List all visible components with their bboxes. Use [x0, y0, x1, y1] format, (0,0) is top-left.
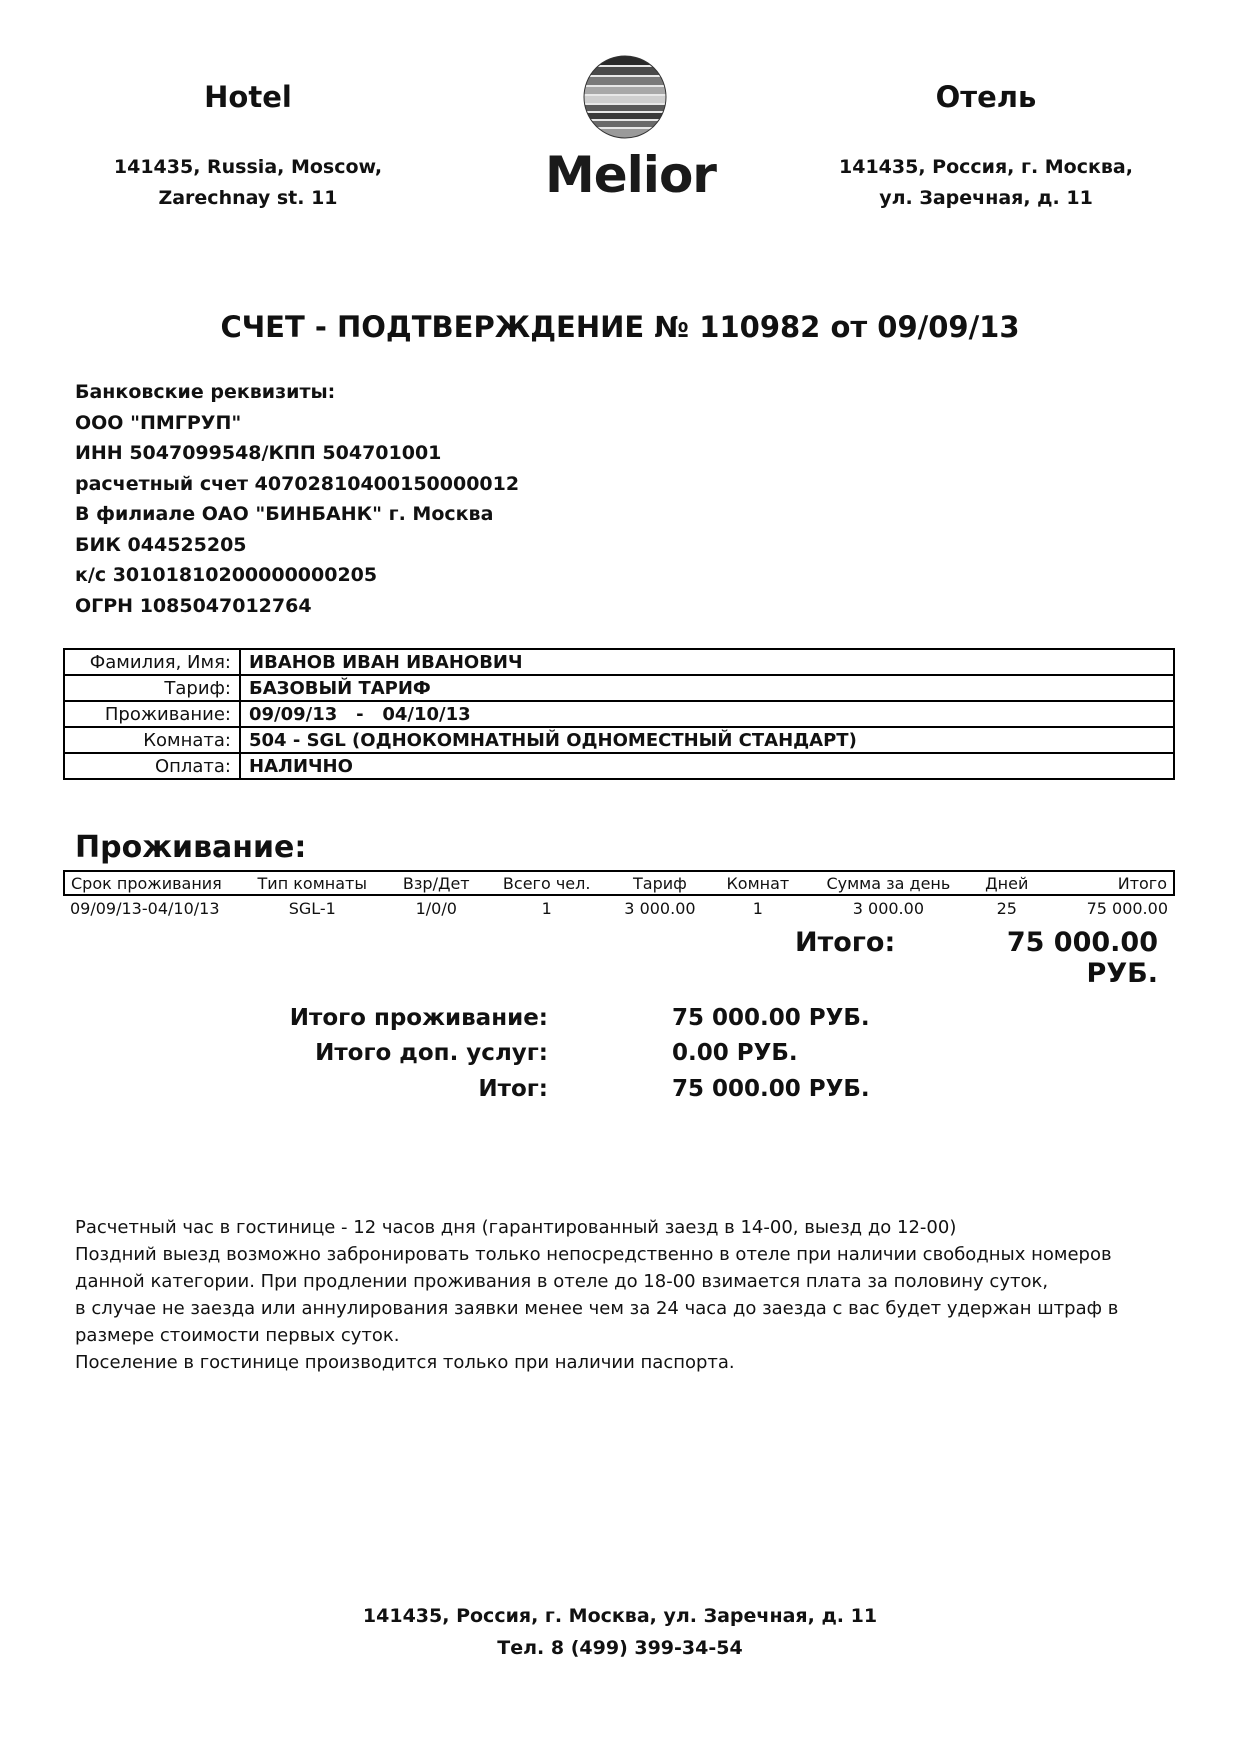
bank-corr-account: к/с 30101810200000000205 — [75, 564, 378, 586]
payment-value: НАЛИЧНО — [240, 753, 1174, 779]
summary-grand-label: Итог: — [478, 1076, 548, 1102]
col-daily-sum: Сумма за день — [804, 871, 972, 895]
hotel-address-ru-line1: 141435, Россия, г. Москва, — [839, 156, 1133, 178]
stay-table-header — [64, 871, 1174, 895]
hotel-address-en-line2: Zarechnay st. 11 — [158, 187, 338, 209]
footer — [0, 1600, 1240, 1664]
footer-address: 141435, Россия, г. Москва, ул. Заречная, д. 11 — [362, 1605, 878, 1627]
stay-section-heading: Проживание: — [75, 830, 307, 865]
bank-account: расчетный счет 40702810400150000012 — [75, 472, 520, 495]
table-row — [64, 753, 1174, 779]
col-period: Срок проживания — [64, 871, 237, 895]
cell-adults-children: 1/0/0 — [415, 898, 457, 918]
cell-rooms: 1 — [752, 898, 763, 918]
col-days: Дней — [973, 871, 1041, 895]
cell-total: 75 000.00 — [1086, 898, 1168, 918]
hotel-title-en: Hotel — [204, 80, 292, 114]
summary-grand-value: 75 000.00 РУБ. — [672, 1076, 870, 1102]
bank-details-heading: Банковские реквизиты: — [75, 381, 336, 403]
col-total: Итого — [1041, 871, 1174, 895]
hotel-title-ru: Отель — [935, 80, 1037, 114]
note-line: Расчетный час в гостинице - 12 часов дня (гарантированный заезд в 14-00, выезд до 12-00) — [75, 1217, 957, 1238]
hotel-address-ru-line2: ул. Заречная, д. 11 — [879, 187, 1093, 209]
col-tariff: Тариф — [608, 871, 711, 895]
payment-label: Оплата: — [64, 753, 240, 779]
stay-total-value: 75 000.00 РУБ. — [1006, 927, 1158, 989]
logo-wordmark: Melior — [545, 146, 716, 204]
cell-period: 09/09/13-04/10/13 — [70, 898, 220, 918]
col-total-persons: Всего чел. — [485, 871, 608, 895]
col-room-type: Тип комнаты — [237, 871, 388, 895]
col-rooms: Комнат — [712, 871, 805, 895]
document-title: СЧЕТ - ПОДТВЕРЖДЕНИЕ № 110982 от 09/09/13 — [220, 310, 1020, 344]
footer-phone: Тел. 8 (499) 399-34-54 — [497, 1637, 743, 1659]
cell-total-persons: 1 — [541, 898, 552, 918]
table-row — [64, 895, 1174, 920]
guest-name-label: Фамилия, Имя: — [64, 649, 240, 675]
bank-inn-kpp: ИНН 5047099548/КПП 504701001 — [75, 442, 442, 464]
col-adults-children: Взр/Дет — [388, 871, 486, 895]
hotel-address-ru — [786, 152, 1186, 214]
table-row — [64, 701, 1174, 727]
stay-total-label: Итого: — [795, 927, 896, 958]
guest-name-value: ИВАНОВ ИВАН ИВАНОВИЧ — [240, 649, 1174, 675]
stay-table — [63, 870, 1175, 920]
terms-notes — [75, 1214, 1175, 1376]
guest-info-table — [63, 648, 1175, 780]
summary-accommodation-value: 75 000.00 РУБ. — [672, 1005, 870, 1031]
note-line: размере стоимости первых суток. — [75, 1325, 400, 1346]
summary-accommodation-label: Итого проживание: — [289, 1005, 548, 1031]
hotel-address-en-line1: 141435, Russia, Moscow, — [113, 156, 383, 178]
stay-dates-label: Проживание: — [64, 701, 240, 727]
summary-extras-value: 0.00 РУБ. — [672, 1040, 798, 1066]
room-label: Комната: — [64, 727, 240, 753]
cell-days: 25 — [996, 898, 1017, 918]
melior-logo — [540, 52, 716, 212]
bank-branch: В филиале ОАО "БИНБАНК" г. Москва — [75, 503, 494, 525]
bank-bik: БИК 044525205 — [75, 533, 247, 556]
cell-room-type: SGL-1 — [288, 898, 336, 918]
stay-dates-value: 09/09/13 - 04/10/13 — [240, 701, 1174, 727]
table-row — [64, 649, 1174, 675]
cell-daily-sum: 3 000.00 — [852, 898, 924, 918]
bank-company: ООО "ПМГРУП" — [75, 411, 242, 434]
cell-tariff: 3 000.00 — [624, 898, 696, 918]
bank-details — [75, 377, 519, 621]
note-line: Поселение в гостинице производится только при наличии паспорта. — [75, 1352, 735, 1373]
table-row — [64, 675, 1174, 701]
table-row — [64, 727, 1174, 753]
globe-icon — [540, 52, 710, 147]
note-line: в случае не заезда или аннулирования заявки менее чем за 24 часа до заезда с вас будет удержан штраф в — [75, 1298, 1119, 1319]
bank-ogrn: ОГРН 1085047012764 — [75, 594, 312, 617]
note-line: Поздний выезд возможно забронировать только непосредственно в отеле при наличии свободных номеров — [75, 1244, 1112, 1265]
note-line: данной категории. При продлении проживания в отеле до 18-00 взимается плата за половину суток, — [75, 1271, 1049, 1292]
room-value: 504 - SGL (ОДНОКОМНАТНЫЙ ОДНОМЕСТНЫЙ СТАНДАРТ) — [240, 727, 1174, 753]
summary-extras-label: Итого доп. услуг: — [315, 1040, 548, 1066]
tariff-value: БАЗОВЫЙ ТАРИФ — [240, 675, 1174, 701]
tariff-label: Тариф: — [64, 675, 240, 701]
hotel-address-en — [48, 152, 448, 214]
